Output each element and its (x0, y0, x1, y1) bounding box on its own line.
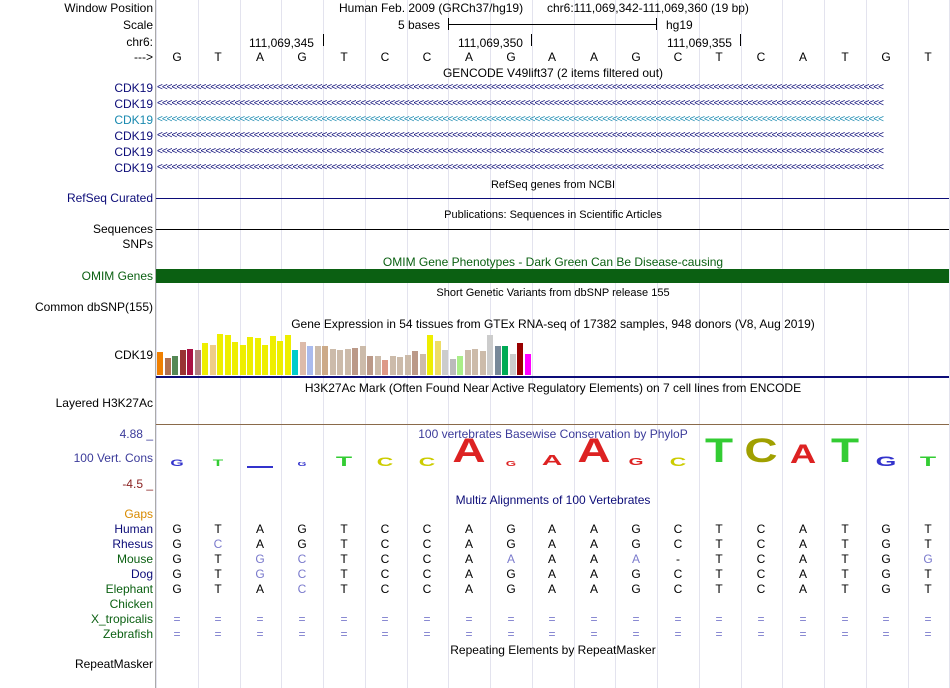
gencode-gene-label[interactable]: CDK19 (114, 81, 153, 95)
aligned-base: T (715, 537, 723, 551)
gtex-tissue-bar[interactable] (285, 335, 291, 375)
gtex-tissue-bar[interactable] (165, 358, 171, 375)
dna-base: G (506, 50, 516, 64)
phylop-logo-letter: C (418, 455, 436, 469)
aligned-base: T (841, 552, 849, 566)
aligned-base: = (298, 612, 306, 626)
scale-db-text: hg19 (666, 18, 693, 32)
scale-label: Scale (122, 18, 153, 32)
gtex-tissue-bar[interactable] (390, 356, 396, 375)
aligned-base: C (422, 552, 432, 566)
aligned-base: T (924, 567, 932, 581)
aligned-base: C (673, 522, 683, 536)
aligned-base: = (507, 627, 515, 641)
phylop-logo-letter: A (541, 452, 563, 469)
gtex-tissue-bar[interactable] (247, 337, 253, 375)
aligned-base: = (256, 627, 264, 641)
refseq-label[interactable]: RefSeq Curated (66, 191, 153, 205)
aligned-base: T (715, 567, 723, 581)
gtex-tissue-bar[interactable] (352, 348, 358, 375)
gtex-tissue-bar[interactable] (172, 356, 178, 375)
species-label[interactable]: Rhesus (112, 537, 153, 551)
aligned-base: = (465, 612, 473, 626)
phylop-logo-letter: G (875, 453, 897, 469)
aligned-base: A (506, 552, 515, 566)
gtex-tissue-bar[interactable] (240, 345, 246, 375)
gtex-tissue-bar[interactable] (262, 345, 268, 375)
omim-gene-bar[interactable] (156, 269, 949, 283)
gtex-tissue-bar[interactable] (300, 342, 306, 375)
gtex-tissue-bar[interactable] (322, 346, 328, 375)
aligned-base: A (464, 552, 473, 566)
aligned-base: G (172, 567, 182, 581)
phylop-track-title[interactable]: 100 vertebrates Basewise Conservation by PhyloP (418, 427, 688, 441)
dna-base: A (547, 50, 556, 64)
assembly-title: Human Feb. 2009 (GRCh37/hg19) (339, 1, 524, 15)
aligned-base: T (841, 522, 849, 536)
phylop-logo-letter: A (577, 432, 611, 470)
aligned-base: A (547, 567, 556, 581)
dna-base: C (756, 50, 766, 64)
phylop-logo-letter: C (744, 432, 778, 470)
aligned-base: T (214, 567, 222, 581)
gtex-tissue-bar[interactable] (195, 350, 201, 375)
aligned-base: T (924, 582, 932, 596)
gtex-gene-label[interactable]: CDK19 (114, 348, 153, 362)
aligned-base: = (674, 612, 682, 626)
aligned-base: A (255, 522, 264, 536)
aligned-base: G (506, 522, 516, 536)
aligned-base: C (380, 552, 390, 566)
gtex-tissue-bar[interactable] (360, 346, 366, 375)
aligned-base: = (799, 612, 807, 626)
phylop-logo-letter: T (919, 453, 937, 469)
gtex-tissue-bar[interactable] (180, 350, 186, 375)
gtex-tissue-bar[interactable] (435, 341, 441, 375)
aligned-base: = (340, 627, 348, 641)
repeatmasker-track-title[interactable]: Repeating Elements by RepeatMasker (450, 643, 656, 657)
phylop-logo-letter: T (212, 458, 224, 468)
species-label[interactable]: Chicken (109, 597, 153, 611)
ruler-tick-label: 111,069,355 (667, 36, 732, 50)
phylop-logo-letter: T (335, 453, 353, 469)
gencode-transcript[interactable]: <<<<<<<<<<<<<<<<<<<<<<<<<<<<<<<<<<<<<<<<<<<<<<<<<<<<<<<<<<<<<<<<<<<<<<<<<<<<<<<<<<<<<<<<<<<<<<<<<<<<<<<<<<<<<<<<<<<<<<<<<<<<<<<<<<<<<<<<<<<<<<<<<<<<<< (157, 98, 883, 109)
aligned-base: = (507, 612, 515, 626)
gtex-tissue-bar[interactable] (495, 346, 501, 375)
gtex-tissue-bar[interactable] (457, 356, 463, 375)
aligned-base: G (881, 552, 891, 566)
aligned-base: G (881, 537, 891, 551)
aligned-base: = (590, 612, 598, 626)
dna-base: T (841, 50, 849, 64)
scale-bar-text: 5 bases (398, 18, 441, 32)
gencode-transcript[interactable]: <<<<<<<<<<<<<<<<<<<<<<<<<<<<<<<<<<<<<<<<<<<<<<<<<<<<<<<<<<<<<<<<<<<<<<<<<<<<<<<<<<<<<<<<<<<<<<<<<<<<<<<<<<<<<<<<<<<<<<<<<<<<<<<<<<<<<<<<<<<<<<<<<<<<<< (157, 130, 883, 141)
species-label[interactable]: Zebrafish (102, 627, 153, 641)
gtex-tissue-bar[interactable] (405, 355, 411, 375)
gtex-tissue-bar[interactable] (367, 356, 373, 375)
phylop-track-label[interactable]: 100 Vert. Cons (73, 451, 153, 465)
aligned-base: C (673, 537, 683, 551)
gtex-tissue-bar[interactable] (277, 341, 283, 375)
aligned-base: A (589, 552, 598, 566)
aligned-base: A (464, 582, 473, 596)
aligned-base: = (381, 627, 389, 641)
gtex-tissue-bar[interactable] (465, 350, 471, 375)
gtex-tissue-bar[interactable] (337, 350, 343, 375)
gencode-transcript[interactable]: <<<<<<<<<<<<<<<<<<<<<<<<<<<<<<<<<<<<<<<<<<<<<<<<<<<<<<<<<<<<<<<<<<<<<<<<<<<<<<<<<<<<<<<<<<<<<<<<<<<<<<<<<<<<<<<<<<<<<<<<<<<<<<<<<<<<<<<<<<<<<<<<<<<<<< (157, 146, 883, 157)
aligned-base: G (881, 582, 891, 596)
gtex-tissue-bar[interactable] (345, 349, 351, 375)
gencode-gene-label[interactable]: CDK19 (114, 145, 153, 159)
gtex-tissue-bar[interactable] (450, 359, 456, 375)
dna-base: C (673, 50, 683, 64)
gtex-tissue-bar[interactable] (270, 336, 276, 375)
aligned-base: A (798, 582, 807, 596)
aligned-base: = (381, 612, 389, 626)
aligned-base: = (757, 612, 765, 626)
gtex-tissue-bar[interactable] (487, 335, 493, 375)
gencode-transcript[interactable]: <<<<<<<<<<<<<<<<<<<<<<<<<<<<<<<<<<<<<<<<<<<<<<<<<<<<<<<<<<<<<<<<<<<<<<<<<<<<<<<<<<<<<<<<<<<<<<<<<<<<<<<<<<<<<<<<<<<<<<<<<<<<<<<<<<<<<<<<<<<<<<<<<<<<<< (157, 114, 883, 125)
aligned-base: T (214, 552, 222, 566)
aligned-base: G (631, 522, 641, 536)
aligned-base: = (632, 612, 640, 626)
aligned-base: C (297, 582, 307, 596)
species-label[interactable]: Dog (130, 567, 153, 581)
aligned-base: = (298, 627, 306, 641)
aligned-base: A (547, 552, 556, 566)
gencode-gene-label[interactable]: CDK19 (114, 113, 153, 127)
gencode-gene-label[interactable]: CDK19 (114, 129, 153, 143)
aligned-base: C (422, 522, 432, 536)
phylop-logo-letter: T (704, 432, 734, 470)
aligned-base: G (255, 552, 265, 566)
dbsnp-track-title[interactable]: Short Genetic Variants from dbSNP release 155 (436, 287, 670, 299)
dna-base: A (798, 50, 807, 64)
refseq-track-title[interactable]: RefSeq genes from NCBI (490, 179, 616, 191)
aligned-base: G (881, 567, 891, 581)
aligned-base: G (172, 537, 182, 551)
aligned-base: = (465, 627, 473, 641)
aligned-base: = (548, 612, 556, 626)
aligned-base: C (673, 567, 683, 581)
ruler-tick (531, 34, 532, 46)
gencode-track-title[interactable]: GENCODE V49lift37 (2 items filtered out) (442, 66, 664, 80)
species-label[interactable]: X_tropicalis (90, 612, 153, 626)
aligned-base: T (841, 567, 849, 581)
aligned-base: C (422, 537, 432, 551)
aligned-base: T (924, 537, 932, 551)
aligned-base: = (173, 627, 181, 641)
aligned-base: G (297, 537, 307, 551)
aligned-base: A (464, 537, 473, 551)
gtex-tissue-bar[interactable] (315, 346, 321, 375)
aligned-base: = (590, 627, 598, 641)
gencode-transcript[interactable]: <<<<<<<<<<<<<<<<<<<<<<<<<<<<<<<<<<<<<<<<<<<<<<<<<<<<<<<<<<<<<<<<<<<<<<<<<<<<<<<<<<<<<<<<<<<<<<<<<<<<<<<<<<<<<<<<<<<<<<<<<<<<<<<<<<<<<<<<<<<<<<<<<<<<<< (157, 162, 883, 173)
aligned-base: T (841, 582, 849, 596)
phylop-max-label: 4.88 _ (119, 427, 153, 441)
common-dbsnp-label[interactable]: Common dbSNP(155) (34, 300, 153, 314)
aligned-base: A (798, 537, 807, 551)
aligned-base: G (506, 567, 516, 581)
aligned-base: A (798, 522, 807, 536)
gtex-tissue-bar[interactable] (255, 338, 261, 375)
dna-base: G (631, 50, 641, 64)
species-label[interactable]: Mouse (116, 552, 153, 566)
phylop-logo-letter: C (669, 455, 687, 469)
sequences-label[interactable]: Sequences (92, 222, 153, 236)
omim-label[interactable]: OMIM Genes (81, 269, 153, 283)
dna-base: G (297, 50, 307, 64)
aligned-base: = (924, 627, 932, 641)
aligned-base: A (589, 537, 598, 551)
aligned-base: = (715, 612, 723, 626)
aligned-base: C (380, 522, 390, 536)
layered-h3k27ac-label[interactable]: Layered H3K27Ac (55, 396, 153, 410)
aligned-base: = (214, 627, 222, 641)
aligned-base: T (340, 567, 348, 581)
aligned-base: T (715, 522, 723, 536)
aligned-base: C (756, 582, 766, 596)
phylop-logo-letter: G (628, 457, 644, 468)
multiz-track-title[interactable]: Multiz Alignments of 100 Vertebrates (455, 493, 651, 507)
dna-base: A (464, 50, 473, 64)
aligned-base: T (214, 522, 222, 536)
aligned-base: = (799, 627, 807, 641)
snps-label[interactable]: SNPs (122, 237, 153, 251)
aligned-base: A (589, 567, 598, 581)
gtex-tissue-bar[interactable] (502, 346, 508, 375)
gtex-gene-model[interactable] (156, 376, 949, 378)
aligned-base: C (297, 567, 307, 581)
dna-base: C (422, 50, 432, 64)
ruler-tick-label: 111,069,345 (249, 36, 314, 50)
phylop-logo-letter: A (789, 439, 817, 469)
dna-base: T (340, 50, 348, 64)
gtex-track-title[interactable]: Gene Expression in 54 tissues from GTEx RNA-seq of 17382 samples, 948 donors (V8, Aug 2019) (291, 317, 815, 331)
aligned-base: G (506, 582, 516, 596)
aligned-base: G (923, 552, 933, 566)
gencode-transcript[interactable]: <<<<<<<<<<<<<<<<<<<<<<<<<<<<<<<<<<<<<<<<<<<<<<<<<<<<<<<<<<<<<<<<<<<<<<<<<<<<<<<<<<<<<<<<<<<<<<<<<<<<<<<<<<<<<<<<<<<<<<<<<<<<<<<<<<<<<<<<<<<<<<<<<<<<<< (157, 82, 883, 93)
aligned-base: A (589, 582, 598, 596)
h3k27ac-track-title[interactable]: H3K27Ac Mark (Often Found Near Active Regulatory Elements) on 7 cell lines from ENCODE (304, 381, 802, 395)
dna-base: C (380, 50, 390, 64)
aligned-base: A (631, 552, 640, 566)
aligned-base: A (547, 522, 556, 536)
aligned-base: A (464, 567, 473, 581)
aligned-base: C (756, 537, 766, 551)
aligned-base: T (214, 582, 222, 596)
phylop-logo-letter: G (297, 462, 307, 468)
phylop-logo-letter: T (830, 432, 860, 470)
ruler-tick (323, 34, 324, 46)
gencode-gene-label[interactable]: CDK19 (114, 161, 153, 175)
aligned-base: A (798, 552, 807, 566)
aligned-base: T (924, 522, 932, 536)
aligned-base: G (172, 522, 182, 536)
window-position-label: Window Position (64, 1, 153, 15)
scale-bar (448, 24, 657, 25)
aligned-base: C (380, 537, 390, 551)
aligned-base: G (631, 537, 641, 551)
gtex-tissue-bar[interactable] (412, 351, 418, 375)
aligned-base: G (881, 522, 891, 536)
aligned-base: G (631, 582, 641, 596)
aligned-base: = (423, 627, 431, 641)
sequences-line[interactable] (156, 229, 949, 230)
gtex-tissue-bar[interactable] (382, 360, 388, 375)
aligned-base: A (589, 522, 598, 536)
dna-base: G (881, 50, 891, 64)
aligned-base: G (506, 537, 516, 551)
aligned-base: C (756, 567, 766, 581)
species-label[interactable]: Human (114, 522, 153, 536)
gtex-tissue-bar[interactable] (225, 335, 231, 375)
aligned-base: A (255, 537, 264, 551)
aligned-base: - (676, 552, 680, 566)
gtex-tissue-bar[interactable] (157, 352, 163, 375)
gtex-tissue-bar[interactable] (397, 357, 403, 375)
dna-base: T (214, 50, 222, 64)
gtex-tissue-bar[interactable] (525, 354, 531, 375)
phylop-min-label: -4.5 _ (122, 477, 153, 491)
aligned-base: = (757, 627, 765, 641)
aligned-base: C (756, 522, 766, 536)
omim-track-title[interactable]: OMIM Gene Phenotypes - Dark Green Can Be Disease-causing (382, 255, 724, 269)
aligned-base: G (172, 552, 182, 566)
aligned-base: A (464, 522, 473, 536)
gtex-tissue-bar[interactable] (375, 356, 381, 375)
scale-bar-right-cap (656, 18, 657, 30)
phylop-logo-letter: G (505, 461, 517, 468)
aligned-base: = (715, 627, 723, 641)
species-label[interactable]: Elephant (105, 582, 153, 596)
aligned-base: A (547, 582, 556, 596)
aligned-base: C (213, 537, 223, 551)
dna-base: T (715, 50, 723, 64)
dna-base: A (589, 50, 598, 64)
aligned-base: = (173, 612, 181, 626)
aligned-base: T (340, 582, 348, 596)
gtex-tissue-bar[interactable] (210, 345, 216, 375)
aligned-base: = (924, 612, 932, 626)
gtex-tissue-bar[interactable] (442, 350, 448, 375)
repeatmasker-label[interactable]: RepeatMasker (74, 657, 153, 671)
aligned-base: T (340, 537, 348, 551)
dna-base: T (924, 50, 932, 64)
phylop-logo-letter: C (376, 455, 394, 469)
aligned-base: T (841, 537, 849, 551)
aligned-base: T (340, 552, 348, 566)
aligned-base: A (547, 537, 556, 551)
publications-track-title[interactable]: Publications: Sequences in Scientific Articles (444, 209, 662, 221)
aligned-base: = (841, 627, 849, 641)
phylop-logo-letter: G (170, 458, 184, 468)
aligned-base: G (172, 582, 182, 596)
gtex-tissue-bar[interactable] (517, 343, 523, 375)
aligned-base: C (756, 552, 766, 566)
aligned-base: = (882, 612, 890, 626)
ruler-tick (740, 34, 741, 46)
gtex-tissue-bar[interactable] (307, 346, 313, 375)
aligned-base: = (548, 627, 556, 641)
aligned-base: = (632, 627, 640, 641)
dna-base: G (172, 50, 182, 64)
aligned-base: G (297, 522, 307, 536)
aligned-base: = (841, 612, 849, 626)
gtex-tissue-bar[interactable] (330, 349, 336, 375)
aligned-base: C (380, 567, 390, 581)
aligned-base: T (715, 552, 723, 566)
gtex-tissue-bar[interactable] (217, 334, 223, 375)
aligned-base: = (214, 612, 222, 626)
chrom-label: chr6: (126, 35, 153, 49)
aligned-base: T (715, 582, 723, 596)
aligned-base: C (297, 552, 307, 566)
gtex-tissue-bar[interactable] (510, 354, 516, 375)
aligned-base: = (423, 612, 431, 626)
aligned-base: T (340, 522, 348, 536)
aligned-base: C (422, 567, 432, 581)
aligned-base: = (674, 627, 682, 641)
aligned-base: A (255, 582, 264, 596)
phylop-logo-letter: A (452, 432, 486, 470)
gaps-label[interactable]: Gaps (124, 507, 153, 521)
gtex-tissue-bar[interactable] (292, 350, 298, 375)
aligned-base: C (380, 582, 390, 596)
window-position-value: chr6:111,069,342-111,069,360 (19 bp) (547, 1, 749, 15)
gtex-tissue-bar[interactable] (472, 349, 478, 375)
gtex-tissue-bar[interactable] (187, 349, 193, 375)
aligned-base: = (340, 612, 348, 626)
aligned-base: C (673, 582, 683, 596)
aligned-base: C (422, 582, 432, 596)
aligned-base: G (255, 567, 265, 581)
aligned-base: = (882, 627, 890, 641)
gencode-gene-label[interactable]: CDK19 (114, 97, 153, 111)
dna-base: A (255, 50, 264, 64)
gtex-tissue-bar[interactable] (202, 343, 208, 375)
ruler-tick-label: 111,069,350 (458, 36, 523, 50)
refseq-line[interactable] (156, 198, 949, 199)
aligned-base: A (798, 567, 807, 581)
gtex-tissue-bar[interactable] (232, 342, 238, 375)
gtex-tissue-bar[interactable] (480, 351, 486, 375)
aligned-base: G (631, 567, 641, 581)
gtex-tissue-bar[interactable] (420, 354, 426, 375)
gtex-tissue-bar[interactable] (427, 335, 433, 375)
aligned-base: = (256, 612, 264, 626)
strand-arrow-label: ---> (134, 50, 153, 64)
h3k27ac-baseline (156, 424, 949, 425)
